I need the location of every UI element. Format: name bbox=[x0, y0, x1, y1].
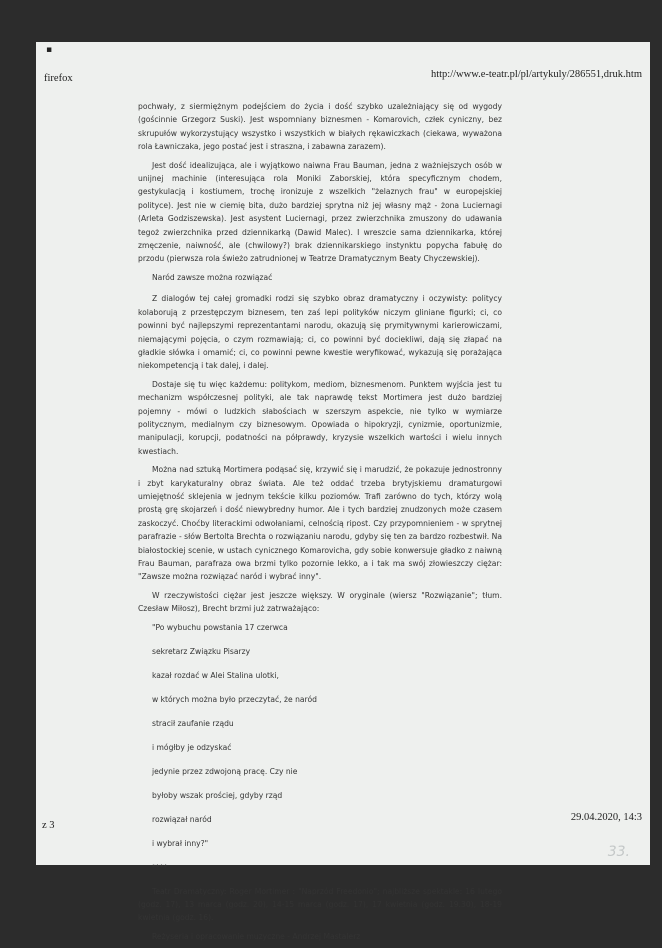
page-counter: z 3 bbox=[42, 820, 55, 831]
article-body bbox=[138, 100, 502, 948]
poem-line: sekretarz Związku Pisarzy bbox=[152, 646, 251, 656]
page-url: http://www.e-teatr.pl/pl/artykuly/286551,druk.htm bbox=[430, 69, 642, 80]
poem-line: i wybrał inny?" bbox=[152, 838, 209, 848]
poem-line: w których można było przeczytać, że naród bbox=[152, 694, 317, 704]
poem-quote bbox=[138, 621, 502, 885]
marker-dot: ▪ bbox=[46, 45, 53, 55]
poem-line: stracił zaufanie rządu bbox=[152, 718, 234, 728]
poem-line: "Po wybuchu powstania 17 czerwca bbox=[152, 622, 288, 632]
paragraph: Z dialogów tej całej gromadki rodzi się szybko obraz dramatyczny i oczywisty: politycy kolaborują z przestępczym biznesem, ten zaś lepi polityków niczym gliniane figurki; ci, co powinni być najlepszymi reprezentantami narodu, okazują się prymitywnymi karierowiczami, niemającymi pojęcia, o czym rozmawiają; ci, co powinni być dociekliwi, dają się złapać na gładkie słówka i omamić; ci, co powinni pewne kwestie weryfikować, wykazują się porażająca niekompetencją i tak dalej, i dalej. bbox=[138, 294, 502, 371]
handwritten-page-number: 33. bbox=[607, 844, 630, 860]
poem-line: kazał rozdać w Alei Stalina ulotki, bbox=[152, 670, 279, 680]
browser-name: firefox bbox=[44, 73, 73, 84]
paragraph: Można nad sztuką Mortimera podąsać się, krzywić się i marudzić, że pokazuje jednostronny i zbyt karykaturalny obraz świata. Ale też oddać trzeba brytyjskiemu dramaturgowi umiejętność sklejenia w jednym tekście kilku poziomów. Trafi zarówno do tych, którzy wolą prostą grę skojarzeń i dość niewybredny humor. Ale i tych bardziej znudzonych może czasem zaskoczyć. Choćby literackimi odwołaniami, celnością ripost. Czy przypomnieniem - w sprytnej parafrazie - słów Bertolta Brechta o rozwiązaniu narodu, gdyby się ten za bardzo rozbestwił. Na białostockiej scenie, w ustach cynicznego Komarovicha, gdy sobie konwersuje gładko z naiwną Frau Bauman, parafraza owa brzmi tylko pozornie lekko, a i tak ma swój złowieszczy ciężar: "Zawsze można rozwiązać naród i wybrać inny". bbox=[138, 465, 502, 582]
credits: Reżyseria i opracowanie muzyczne - Andrzej Mastalerz bbox=[152, 931, 361, 941]
subheading: Naród zawsze można rozwiązać bbox=[152, 272, 273, 282]
performance-info: Teatr Dramatyczny: Roger Mortimer : "Naprzód Freedonio"; najbliższe spektakle: 16 lutego (godz. 17), 13 marca (godz. 20), 14-15 marca (godz. 17), 17 kwietnia (godz. 19.30), 18-19 kwietnia (godz. 16). bbox=[138, 886, 502, 923]
print-datetime: 29.04.2020, 14:3 bbox=[570, 812, 642, 823]
paragraph: pochwały, z siermiężnym podejściem do życia i dość szybko uzależniający się od wygody (gościnnie Grzegorz Suski). Jest wspomniany biznesmen - Komarovich, człek cyniczny, bez skrupułów wykorzystujący wszystko i wszystkich w białych rękawiczkach (ciekawa, wyważona rola Ławniczaka, jego postać jest i straszna, i zabawna zarazem). bbox=[138, 102, 502, 152]
paragraph: Jest dość idealizująca, ale i wyjątkowo naiwna Frau Bauman, jedna z ważniejszych osób w unijnej machinie (interesująca rola Moniki Zaborskiej, która specyficznym chodem, gestykulacją i kostiumem, trochę ironizuje z wszelkich "żelaznych frau" w europejskiej polityce). Jest nie w ciemię bita, dużo bardziej sprytna niż jej własny mąż - żona Luciernagi (Arleta Godziszewska). Jest asystent Luciernagi, przez zwierzchnika zmuszony do udawania tegoż zwierzchnika przed dziennikarką (Dawid Malec). I wreszcie sama dziennikarka, której zmęczenie, naiwność, ale (chwilowy?) brak dziennikarskiego instynktu popycha fabułę do przodu (pierwsza rola świeżo zatrudnionej w Teatrze Dramatycznym Beaty Chyczewskiej). bbox=[138, 160, 502, 264]
paragraph: W rzeczywistości ciężar jest jeszcze większy. W oryginale (wiersz "Rozwiązanie"; tłum. Czesław Miłosz), Brecht brzmi już zatrważająco: bbox=[138, 590, 502, 614]
paragraph: Dostaje się tu więc każdemu: politykom, mediom, biznesmenom. Punktem wyjścia jest tu mechanizm współczesnej polityki, ale tak naprawdę tekst Mortimera jest dużo bardziej pojemny - mówi o ludzkich słabościach w szerszym aspekcie, nie tylko w wymiarze politycznym, medialnym czy biznesowym. Opowiada o hipokryzji, cynizmie, oportunizmie, manipulacji, korupcji, podatności na półprawdy, kryzysie wszelkich wartości i wielu innych kwestiach. bbox=[138, 379, 502, 456]
separator-stars: **** bbox=[152, 862, 168, 872]
poem-line: rozwiązał naród bbox=[152, 814, 212, 824]
poem-line: i mógłby je odzyskać bbox=[152, 742, 232, 752]
scanned-page bbox=[36, 42, 650, 941]
poem-line: jedynie przez zdwojoną pracę. Czy nie bbox=[152, 766, 298, 776]
poem-line: byłoby wszak prościej, gdyby rząd bbox=[152, 790, 283, 800]
